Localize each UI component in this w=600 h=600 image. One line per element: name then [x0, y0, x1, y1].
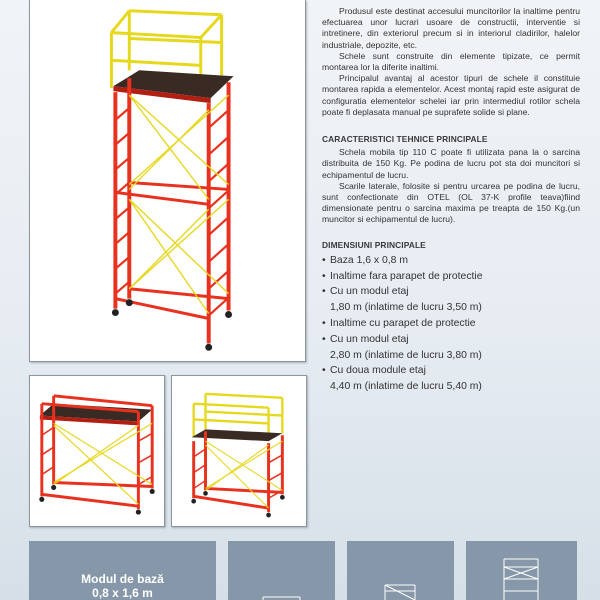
dimension-item: 4,40 m (inlatime de lucru 5,40 m): [330, 381, 482, 393]
dimension-item: • Cu doua module etaj: [322, 363, 580, 379]
description-block: [322, 6, 580, 118]
dimension-item: • Inaltime cu parapet de protectie: [322, 316, 580, 332]
module-box-two-level: [347, 541, 454, 600]
description-paragraph: Principalul avantaj al acestor tipuri de schele il constituie montarea rapida a elementelor. Acest montaj rapid este asigurat de configuratia elementelor schelei iar prin intermediul rotilor schela poate fi deplasata manual pe suprafete solide si plane.: [322, 73, 580, 117]
description-paragraph: Schele sunt construite din elemente tipizate, ce permit montarea lor la diferite inaltimi.: [322, 50, 580, 73]
base-module-box: [29, 541, 216, 600]
dimension-item: • Baza 1,6 x 0,8 m: [322, 253, 580, 269]
dimensions-list: [322, 253, 580, 395]
characteristics-heading: CARACTERISTICI TEHNICE PRINCIPALE: [322, 134, 488, 145]
scaffold-illustration: [30, 0, 305, 361]
railing-scaffold-illustration: [172, 376, 306, 526]
dimension-item: 1,80 m (inlatime de lucru 3,50 m): [330, 302, 482, 314]
dimension-item: • Cu un modul etaj: [322, 284, 580, 300]
base-module-title: Modul de bază: [81, 572, 164, 586]
characteristics-paragraph: Scarile laterale, folosite si pentru urcarea pe podina de lucru, sunt confectionate din OTEL (OL 37-K profile teava)fiind dimensionate pentru o sarcina maxima pe treapta de 150 Kg.(un muncitor si echipamentul de lucru).: [322, 180, 580, 225]
dimension-item: • Cu un modul etaj: [322, 332, 580, 348]
main-scaffold-photo: [29, 0, 306, 362]
dimension-item: 2,80 m (inlatime de lucru 3,80 m): [330, 349, 482, 361]
dimension-item: • Inaltime fara parapet de protectie: [322, 269, 580, 285]
module-box-one-level: [228, 541, 335, 600]
text-column: [322, 0, 580, 395]
railing-module-photo: [171, 375, 307, 527]
base-module-photo: [29, 375, 165, 527]
scaffold-outline-icon: [347, 541, 454, 600]
dimensions-heading: DIMENSIUNI PRINCIPALE: [322, 239, 426, 250]
description-paragraph: Produsul este destinat accesului muncitorilor la inaltime pentru efectuarea unor lucrari usoare de constructii, interventie si intretinere, din exteriorul precum si in interiorul cladirilor, halelor industriale, depozite, etc.: [322, 6, 580, 50]
scaffold-outline-icon: [228, 541, 335, 600]
base-module-label: [29, 572, 216, 600]
scaffold-outline-icon: [466, 541, 577, 600]
base-module-size: 0,8 x 1,6 m: [92, 586, 153, 600]
module-box-three-level: [466, 541, 577, 600]
characteristics-paragraph: Schela mobila tip 110 C poate fi utilizata pana la o sarcina distribuita de 150 Kg. Pe podina de lucru pot sta doi muncitori si echipamentul de lucru.: [322, 147, 580, 180]
base-scaffold-illustration: [30, 376, 164, 526]
